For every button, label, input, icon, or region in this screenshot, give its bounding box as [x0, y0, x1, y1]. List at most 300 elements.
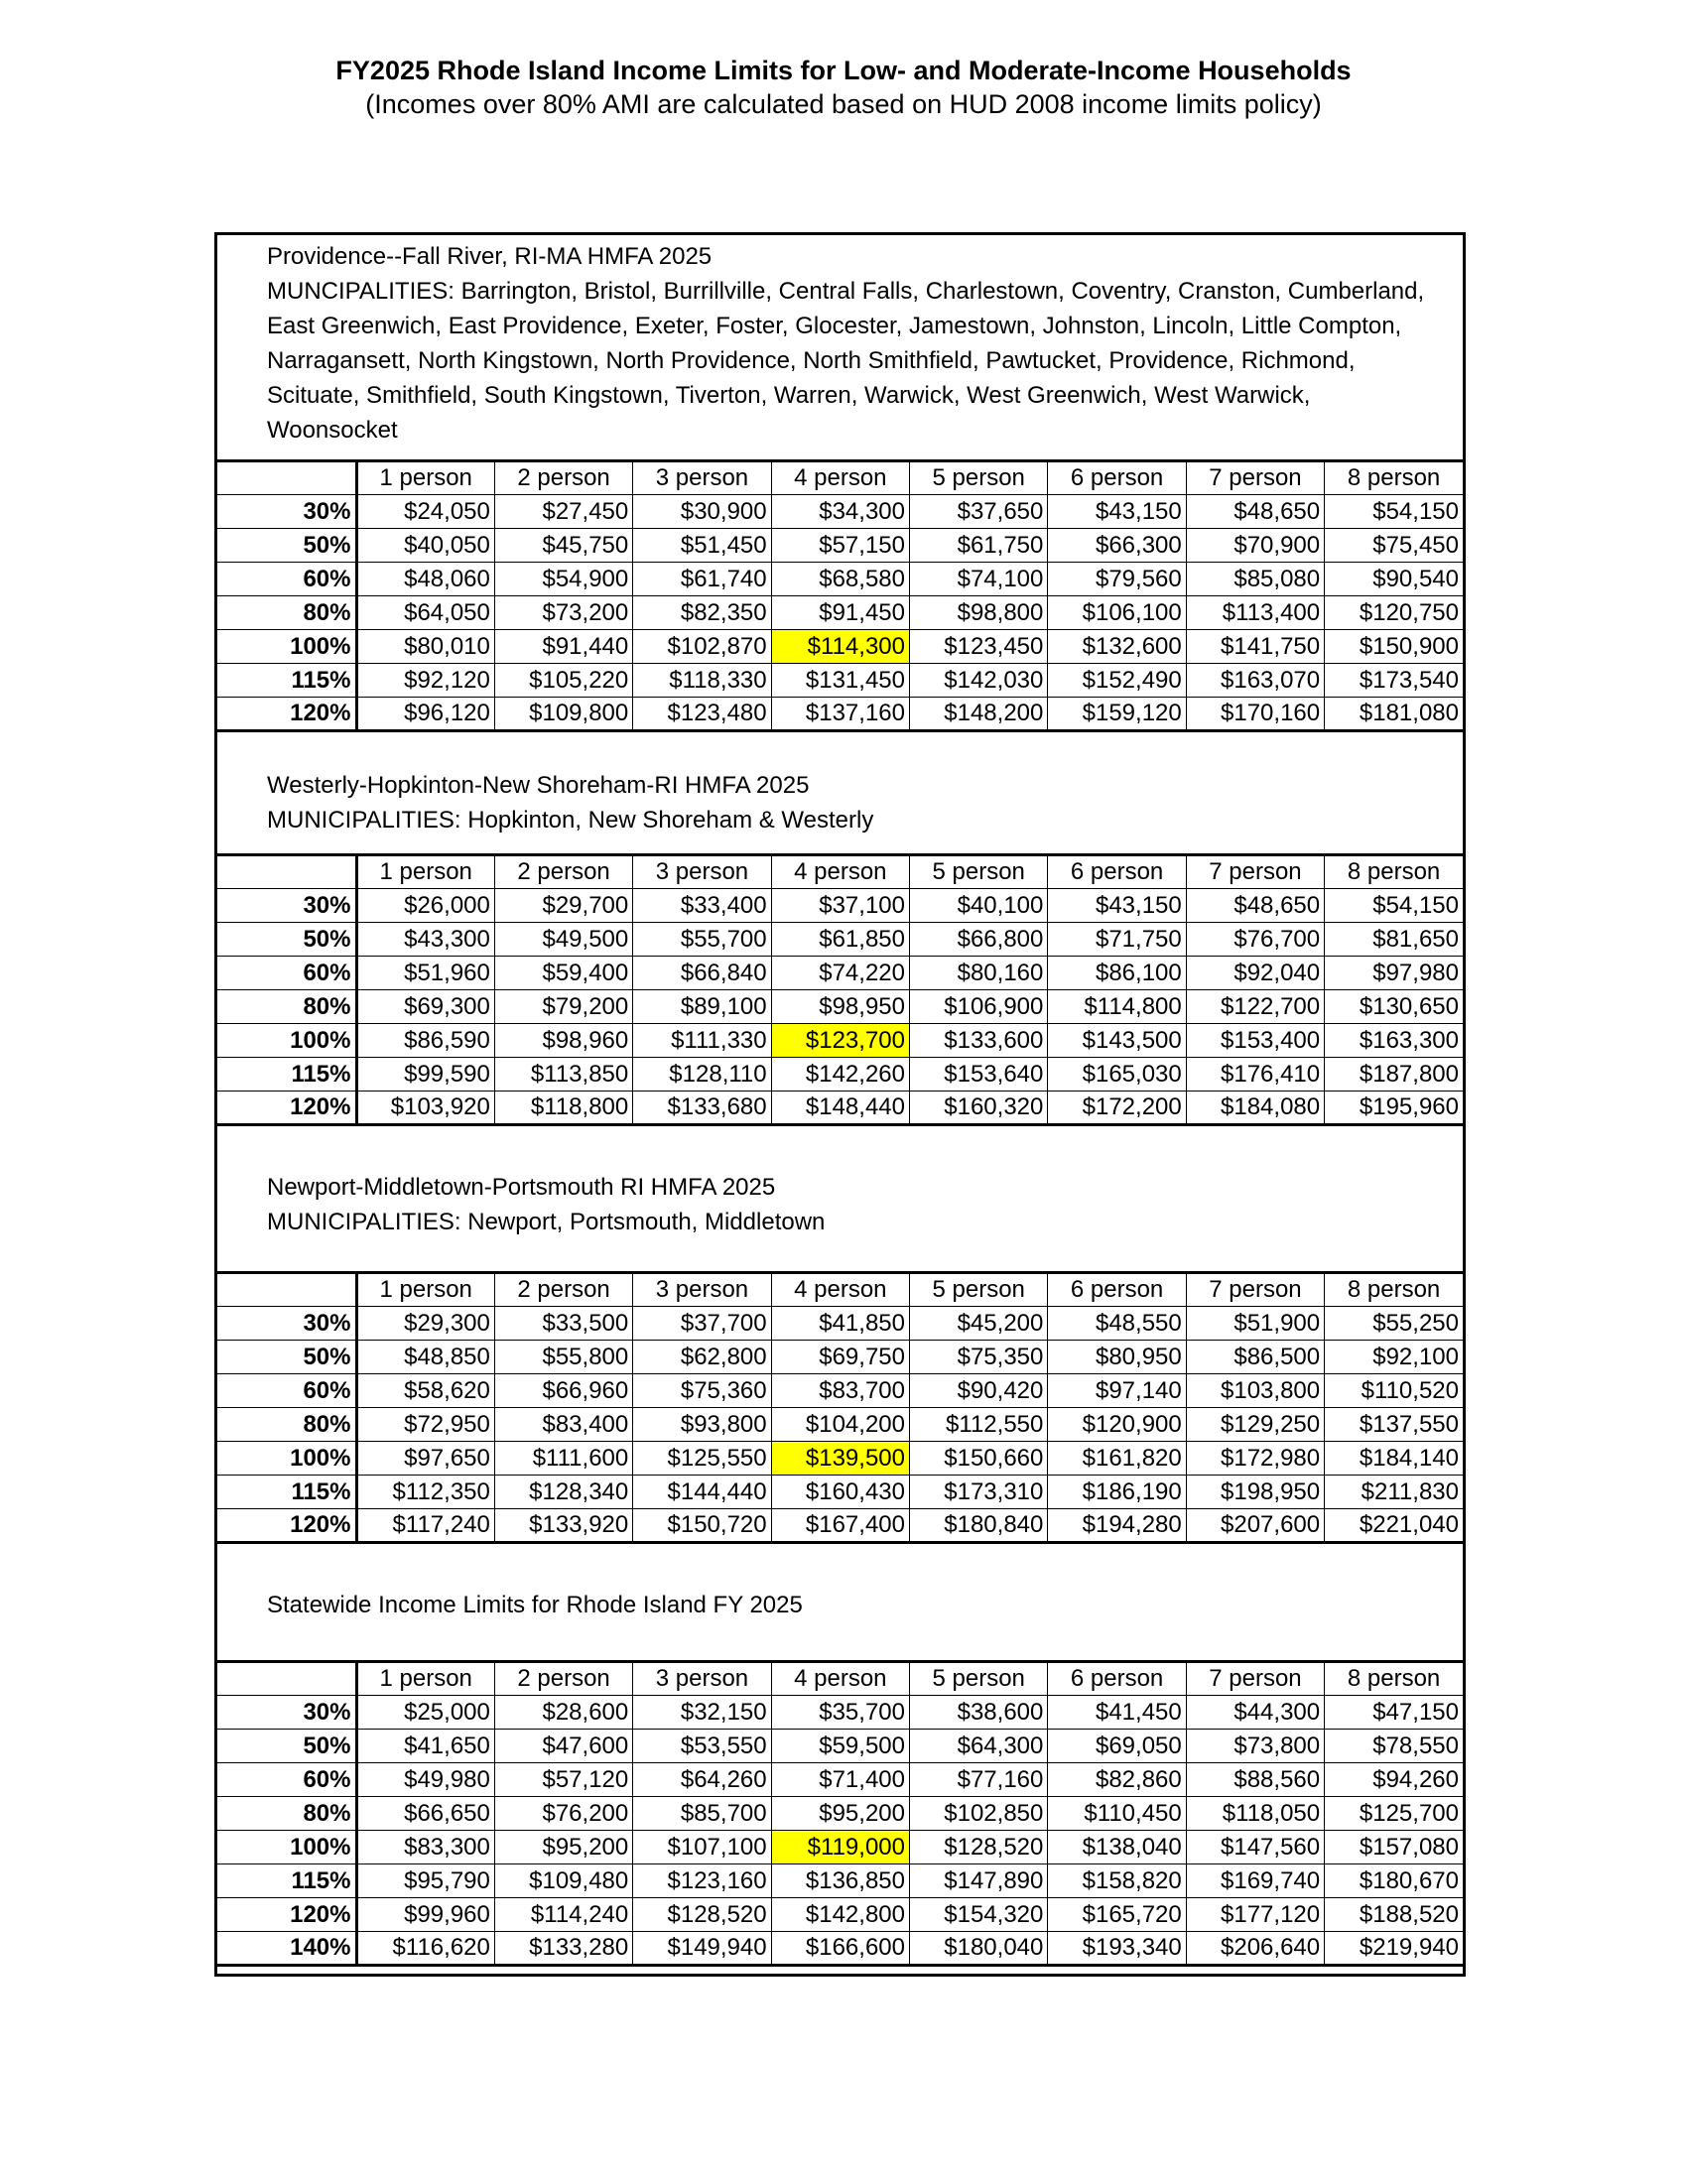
income-limit-cell: $32,150 [633, 1696, 771, 1730]
table-row [217, 698, 1463, 731]
income-limit-cell: $206,640 [1186, 1932, 1324, 1966]
income-limit-cell: $144,440 [633, 1476, 771, 1509]
income-limit-cell: $48,650 [1186, 889, 1324, 923]
column-header: 7 person [1186, 1662, 1324, 1696]
income-limit-cell: $123,160 [633, 1864, 771, 1898]
income-limit-cell: $51,900 [1186, 1307, 1324, 1341]
income-limit-cell: $106,100 [1048, 596, 1186, 630]
income-limit-cell: $157,080 [1325, 1831, 1463, 1864]
income-limit-cell: $97,650 [356, 1442, 494, 1476]
income-limit-cell: $83,300 [356, 1831, 494, 1864]
municipalities-line: MUNCIPALITIES: Barrington, Bristol, Burrillville, Central Falls, Charlestown, Coventry, Cranston, Cumberland, [267, 278, 1425, 305]
income-limit-cell: $194,280 [1048, 1509, 1186, 1543]
ami-level: 120% [217, 1898, 356, 1932]
income-limit-cell: $47,600 [494, 1730, 632, 1763]
income-limit-cell: $103,800 [1186, 1374, 1324, 1408]
income-limit-cell: $148,200 [910, 698, 1048, 731]
table-row [217, 1797, 1463, 1831]
income-limits-table [217, 459, 1463, 732]
income-limit-cell: $66,800 [910, 923, 1048, 957]
income-limit-cell: $91,450 [771, 596, 909, 630]
income-limits-table [217, 1660, 1463, 1967]
table-row [217, 596, 1463, 630]
column-header: 1 person [356, 1662, 494, 1696]
income-limit-cell: $86,100 [1048, 957, 1186, 990]
ami-level: 100% [217, 1024, 356, 1058]
income-limit-cell: $76,700 [1186, 923, 1324, 957]
income-limit-cell: $188,520 [1325, 1898, 1463, 1932]
table-row [217, 664, 1463, 698]
income-limit-cell: $54,150 [1325, 495, 1463, 529]
income-limit-cell: $133,600 [910, 1024, 1048, 1058]
ami-level: 80% [217, 1408, 356, 1442]
income-limit-cell: $59,500 [771, 1730, 909, 1763]
income-limit-cell: $142,030 [910, 664, 1048, 698]
income-limit-cell: $147,560 [1186, 1831, 1324, 1864]
income-limit-cell: $77,160 [910, 1763, 1048, 1797]
income-limit-cell: $131,450 [771, 664, 909, 698]
column-header: 6 person [1048, 461, 1186, 495]
income-limit-cell: $61,750 [910, 529, 1048, 563]
table-row [217, 1476, 1463, 1509]
income-limit-cell: $173,310 [910, 1476, 1048, 1509]
ami-level: 100% [217, 1831, 356, 1864]
income-limit-cell: $57,150 [771, 529, 909, 563]
income-limit-cell: $37,700 [633, 1307, 771, 1341]
income-limit-cell: $49,980 [356, 1763, 494, 1797]
income-limit-cell: $111,600 [494, 1442, 632, 1476]
column-header: 5 person [910, 461, 1048, 495]
income-limit-cell: $83,700 [771, 1374, 909, 1408]
corner-cell [217, 461, 356, 495]
income-limit-cell: $79,560 [1048, 563, 1186, 596]
income-limit-cell: $57,120 [494, 1763, 632, 1797]
corner-cell [217, 1273, 356, 1307]
header-row [217, 1273, 1463, 1307]
income-limit-cell: $70,900 [1186, 529, 1324, 563]
income-limit-cell: $113,400 [1186, 596, 1324, 630]
income-limit-cell: $29,300 [356, 1307, 494, 1341]
column-header: 3 person [633, 855, 771, 889]
income-limit-cell: $211,830 [1325, 1476, 1463, 1509]
table-row [217, 957, 1463, 990]
ami-level: 115% [217, 664, 356, 698]
income-limit-cell: $61,850 [771, 923, 909, 957]
column-header: 4 person [771, 461, 909, 495]
table-row [217, 1864, 1463, 1898]
section-heading [217, 1126, 1463, 1271]
income-limit-cell: $129,250 [1186, 1408, 1324, 1442]
income-limit-cell: $33,500 [494, 1307, 632, 1341]
income-limit-cell: $120,750 [1325, 596, 1463, 630]
ami-level: 60% [217, 563, 356, 596]
table-row [217, 1374, 1463, 1408]
income-limit-cell: $64,260 [633, 1763, 771, 1797]
income-limit-cell: $80,950 [1048, 1341, 1186, 1374]
income-limit-cell: $180,840 [910, 1509, 1048, 1543]
income-limit-cell: $125,700 [1325, 1797, 1463, 1831]
income-limit-cell: $128,520 [633, 1898, 771, 1932]
ami-level: 50% [217, 923, 356, 957]
table-row [217, 1696, 1463, 1730]
ami-level: 80% [217, 596, 356, 630]
income-limit-cell: $150,720 [633, 1509, 771, 1543]
table-row [217, 1442, 1463, 1476]
column-header: 3 person [633, 461, 771, 495]
income-limit-cell: $86,500 [1186, 1341, 1324, 1374]
income-limit-cell: $128,340 [494, 1476, 632, 1509]
income-limit-cell: $66,840 [633, 957, 771, 990]
income-limit-cell: $44,300 [1186, 1696, 1324, 1730]
income-limit-cell: $122,700 [1186, 990, 1324, 1024]
income-section [217, 1126, 1463, 1544]
section-title: Newport-Middletown-Portsmouth RI HMFA 2025 [267, 1174, 776, 1201]
table-row [217, 1509, 1463, 1543]
income-limit-cell: $125,550 [633, 1442, 771, 1476]
income-limit-cell: $24,050 [356, 495, 494, 529]
income-limit-cell: $187,800 [1325, 1058, 1463, 1092]
income-limit-cell: $43,300 [356, 923, 494, 957]
ami-level: 120% [217, 1092, 356, 1125]
column-header: 6 person [1048, 855, 1186, 889]
table-row [217, 1024, 1463, 1058]
income-limit-cell: $173,540 [1325, 664, 1463, 698]
income-limit-cell: $114,300 [771, 630, 909, 664]
income-limit-cell: $219,940 [1325, 1932, 1463, 1966]
income-limit-cell: $160,430 [771, 1476, 909, 1509]
income-limit-cell: $207,600 [1186, 1509, 1324, 1543]
income-limit-cell: $78,550 [1325, 1730, 1463, 1763]
income-limit-cell: $25,000 [356, 1696, 494, 1730]
column-header: 5 person [910, 1273, 1048, 1307]
income-limit-cell: $133,280 [494, 1932, 632, 1966]
municipalities-line: MUNICIPALITIES: Newport, Portsmouth, Middletown [267, 1209, 826, 1235]
income-limit-cell: $66,300 [1048, 529, 1186, 563]
income-limit-cell: $41,850 [771, 1307, 909, 1341]
income-limit-cell: $133,920 [494, 1509, 632, 1543]
income-limit-cell: $142,260 [771, 1058, 909, 1092]
section-heading [217, 235, 1463, 459]
income-limit-cell: $54,150 [1325, 889, 1463, 923]
income-limit-cell: $112,550 [910, 1408, 1048, 1442]
income-limit-cell: $103,920 [356, 1092, 494, 1125]
income-limit-cell: $117,240 [356, 1509, 494, 1543]
section-heading [217, 732, 1463, 853]
column-header: 4 person [771, 1273, 909, 1307]
income-limit-cell: $180,670 [1325, 1864, 1463, 1898]
table-row [217, 495, 1463, 529]
income-limit-cell: $99,960 [356, 1898, 494, 1932]
income-limit-cell: $94,260 [1325, 1763, 1463, 1797]
table-row [217, 630, 1463, 664]
income-limits-table [217, 1271, 1463, 1544]
income-limit-cell: $172,200 [1048, 1092, 1186, 1125]
income-limit-cell: $55,250 [1325, 1307, 1463, 1341]
income-limit-cell: $180,040 [910, 1932, 1048, 1966]
income-limit-cell: $47,150 [1325, 1696, 1463, 1730]
municipalities-line: Narragansett, North Kingstown, North Providence, North Smithfield, Pawtucket, Providence, Richmond, [267, 347, 1356, 374]
income-section [217, 235, 1463, 732]
income-limit-cell: $118,330 [633, 664, 771, 698]
income-limit-cell: $88,560 [1186, 1763, 1324, 1797]
ami-level: 50% [217, 529, 356, 563]
column-header: 4 person [771, 1662, 909, 1696]
municipalities-line: MUNICIPALITIES: Hopkinton, New Shoreham & Westerly [267, 807, 874, 834]
income-limit-cell: $33,400 [633, 889, 771, 923]
income-limit-cell: $172,980 [1186, 1442, 1324, 1476]
income-limit-cell: $48,850 [356, 1341, 494, 1374]
income-limit-cell: $102,870 [633, 630, 771, 664]
income-limit-cell: $48,650 [1186, 495, 1324, 529]
income-limit-cell: $95,200 [771, 1797, 909, 1831]
income-limit-cell: $28,600 [494, 1696, 632, 1730]
income-limit-cell: $128,520 [910, 1831, 1048, 1864]
income-limit-cell: $166,600 [771, 1932, 909, 1966]
ami-level: 115% [217, 1058, 356, 1092]
income-limit-cell: $80,010 [356, 630, 494, 664]
income-limit-cell: $167,400 [771, 1509, 909, 1543]
column-header: 8 person [1325, 461, 1463, 495]
income-limit-cell: $51,450 [633, 529, 771, 563]
table-row [217, 1408, 1463, 1442]
income-limit-cell: $54,900 [494, 563, 632, 596]
income-limit-cell: $68,580 [771, 563, 909, 596]
income-limit-cell: $97,140 [1048, 1374, 1186, 1408]
ami-level: 60% [217, 1374, 356, 1408]
ami-level: 30% [217, 1307, 356, 1341]
income-limit-cell: $69,750 [771, 1341, 909, 1374]
income-limit-cell: $92,120 [356, 664, 494, 698]
income-limit-cell: $73,800 [1186, 1730, 1324, 1763]
income-limit-cell: $55,800 [494, 1341, 632, 1374]
ami-level: 30% [217, 1696, 356, 1730]
income-limit-cell: $45,200 [910, 1307, 1048, 1341]
income-limit-cell: $137,160 [771, 698, 909, 731]
ami-level: 115% [217, 1864, 356, 1898]
table-row [217, 1898, 1463, 1932]
income-limit-cell: $90,540 [1325, 563, 1463, 596]
income-limit-cell: $160,320 [910, 1092, 1048, 1125]
section-title: Providence--Fall River, RI-MA HMFA 2025 [267, 243, 713, 270]
income-limit-cell: $40,050 [356, 529, 494, 563]
income-limit-cell: $62,800 [633, 1341, 771, 1374]
income-limit-cell: $153,640 [910, 1058, 1048, 1092]
column-header: 4 person [771, 855, 909, 889]
income-limit-cell: $138,040 [1048, 1831, 1186, 1864]
income-limit-cell: $37,100 [771, 889, 909, 923]
income-limit-cell: $114,800 [1048, 990, 1186, 1024]
income-limit-cell: $137,550 [1325, 1408, 1463, 1442]
income-limits-frame [214, 232, 1466, 1977]
income-limit-cell: $112,350 [356, 1476, 494, 1509]
income-limit-cell: $41,650 [356, 1730, 494, 1763]
income-limit-cell: $61,740 [633, 563, 771, 596]
income-limit-cell: $92,100 [1325, 1341, 1463, 1374]
income-limit-cell: $153,400 [1186, 1024, 1324, 1058]
table-row [217, 1763, 1463, 1797]
table-row [217, 1058, 1463, 1092]
income-limit-cell: $48,550 [1048, 1307, 1186, 1341]
ami-level: 80% [217, 1797, 356, 1831]
income-limit-cell: $158,820 [1048, 1864, 1186, 1898]
income-limit-cell: $99,590 [356, 1058, 494, 1092]
income-limit-cell: $161,820 [1048, 1442, 1186, 1476]
column-header: 2 person [494, 1273, 632, 1307]
income-limit-cell: $110,520 [1325, 1374, 1463, 1408]
ami-level: 100% [217, 630, 356, 664]
income-limit-cell: $98,960 [494, 1024, 632, 1058]
income-limit-cell: $184,140 [1325, 1442, 1463, 1476]
income-limit-cell: $123,450 [910, 630, 1048, 664]
header-row [217, 855, 1463, 889]
income-limit-cell: $64,050 [356, 596, 494, 630]
income-limit-cell: $75,360 [633, 1374, 771, 1408]
income-limit-cell: $43,150 [1048, 495, 1186, 529]
income-limit-cell: $149,940 [633, 1932, 771, 1966]
column-header: 7 person [1186, 1273, 1324, 1307]
income-limit-cell: $130,650 [1325, 990, 1463, 1024]
income-limit-cell: $82,350 [633, 596, 771, 630]
income-section [217, 732, 1463, 1126]
income-limit-cell: $51,960 [356, 957, 494, 990]
ami-level: 120% [217, 1509, 356, 1543]
income-limit-cell: $40,100 [910, 889, 1048, 923]
income-limit-cell: $75,450 [1325, 529, 1463, 563]
income-limit-cell: $37,650 [910, 495, 1048, 529]
income-limit-cell: $150,660 [910, 1442, 1048, 1476]
income-limit-cell: $34,300 [771, 495, 909, 529]
income-limit-cell: $75,350 [910, 1341, 1048, 1374]
income-limit-cell: $82,860 [1048, 1763, 1186, 1797]
income-limit-cell: $71,750 [1048, 923, 1186, 957]
income-limit-cell: $154,320 [910, 1898, 1048, 1932]
income-limit-cell: $116,620 [356, 1932, 494, 1966]
income-limit-cell: $133,680 [633, 1092, 771, 1125]
income-limit-cell: $170,160 [1186, 698, 1324, 731]
income-limit-cell: $184,080 [1186, 1092, 1324, 1125]
income-limit-cell: $110,450 [1048, 1797, 1186, 1831]
ami-level: 120% [217, 698, 356, 731]
table-row [217, 1092, 1463, 1125]
income-limit-cell: $85,700 [633, 1797, 771, 1831]
column-header: 2 person [494, 855, 632, 889]
table-row [217, 1932, 1463, 1966]
income-limit-cell: $102,850 [910, 1797, 1048, 1831]
income-limit-cell: $109,480 [494, 1864, 632, 1898]
municipalities-line: East Greenwich, East Providence, Exeter, Foster, Glocester, Jamestown, Johnston, Lincoln, Little Compton, [267, 313, 1402, 339]
income-limit-cell: $69,300 [356, 990, 494, 1024]
income-limit-cell: $105,220 [494, 664, 632, 698]
income-limit-cell: $123,480 [633, 698, 771, 731]
income-limit-cell: $74,100 [910, 563, 1048, 596]
document-title: FY2025 Rhode Island Income Limits for Low- and Moderate-Income Households [335, 56, 1352, 85]
income-limit-cell: $85,080 [1186, 563, 1324, 596]
corner-cell [217, 1662, 356, 1696]
header-row [217, 1662, 1463, 1696]
income-limit-cell: $98,800 [910, 596, 1048, 630]
income-limit-cell: $177,120 [1186, 1898, 1324, 1932]
column-header: 5 person [910, 855, 1048, 889]
column-header: 6 person [1048, 1273, 1186, 1307]
income-limit-cell: $118,800 [494, 1092, 632, 1125]
income-limit-cell: $186,190 [1048, 1476, 1186, 1509]
income-limit-cell: $27,450 [494, 495, 632, 529]
income-limit-cell: $95,790 [356, 1864, 494, 1898]
column-header: 1 person [356, 461, 494, 495]
column-header: 5 person [910, 1662, 1048, 1696]
table-row [217, 563, 1463, 596]
income-limit-cell: $93,800 [633, 1408, 771, 1442]
ami-level: 100% [217, 1442, 356, 1476]
income-limit-cell: $95,200 [494, 1831, 632, 1864]
income-section [217, 1544, 1463, 1967]
income-limit-cell: $97,980 [1325, 957, 1463, 990]
column-header: 2 person [494, 461, 632, 495]
income-limit-cell: $163,300 [1325, 1024, 1463, 1058]
income-limit-cell: $29,700 [494, 889, 632, 923]
ami-level: 115% [217, 1476, 356, 1509]
income-limit-cell: $59,400 [494, 957, 632, 990]
income-limit-cell: $104,200 [771, 1408, 909, 1442]
ami-level: 60% [217, 957, 356, 990]
income-limit-cell: $176,410 [1186, 1058, 1324, 1092]
income-limit-cell: $79,200 [494, 990, 632, 1024]
income-limit-cell: $98,950 [771, 990, 909, 1024]
sections-container [217, 235, 1463, 1967]
income-limit-cell: $38,600 [910, 1696, 1048, 1730]
income-limit-cell: $64,300 [910, 1730, 1048, 1763]
income-limit-cell: $143,500 [1048, 1024, 1186, 1058]
income-limit-cell: $80,160 [910, 957, 1048, 990]
table-row [217, 529, 1463, 563]
table-row [217, 1730, 1463, 1763]
income-limit-cell: $123,700 [771, 1024, 909, 1058]
income-limit-cell: $49,500 [494, 923, 632, 957]
income-limit-cell: $83,400 [494, 1408, 632, 1442]
income-limit-cell: $150,900 [1325, 630, 1463, 664]
income-limit-cell: $132,600 [1048, 630, 1186, 664]
income-limit-cell: $128,110 [633, 1058, 771, 1092]
income-limit-cell: $71,400 [771, 1763, 909, 1797]
income-limit-cell: $96,120 [356, 698, 494, 731]
ami-level: 140% [217, 1932, 356, 1966]
municipalities-line: Woonsocket [267, 417, 398, 444]
table-row [217, 889, 1463, 923]
ami-level: 30% [217, 495, 356, 529]
income-limit-cell: $43,150 [1048, 889, 1186, 923]
income-limit-cell: $41,450 [1048, 1696, 1186, 1730]
income-limit-cell: $169,740 [1186, 1864, 1324, 1898]
column-header: 8 person [1325, 1662, 1463, 1696]
income-limit-cell: $118,050 [1186, 1797, 1324, 1831]
income-limit-cell: $55,700 [633, 923, 771, 957]
income-limit-cell: $74,220 [771, 957, 909, 990]
column-header: 7 person [1186, 855, 1324, 889]
income-limit-cell: $106,900 [910, 990, 1048, 1024]
income-limit-cell: $119,000 [771, 1831, 909, 1864]
ami-level: 60% [217, 1763, 356, 1797]
income-limit-cell: $139,500 [771, 1442, 909, 1476]
income-limit-cell: $142,800 [771, 1898, 909, 1932]
header-row [217, 461, 1463, 495]
section-heading [217, 1544, 1463, 1660]
income-limit-cell: $165,030 [1048, 1058, 1186, 1092]
ami-level: 30% [217, 889, 356, 923]
ami-level: 80% [217, 990, 356, 1024]
income-limit-cell: $159,120 [1048, 698, 1186, 731]
income-limit-cell: $107,100 [633, 1831, 771, 1864]
ami-level: 50% [217, 1341, 356, 1374]
